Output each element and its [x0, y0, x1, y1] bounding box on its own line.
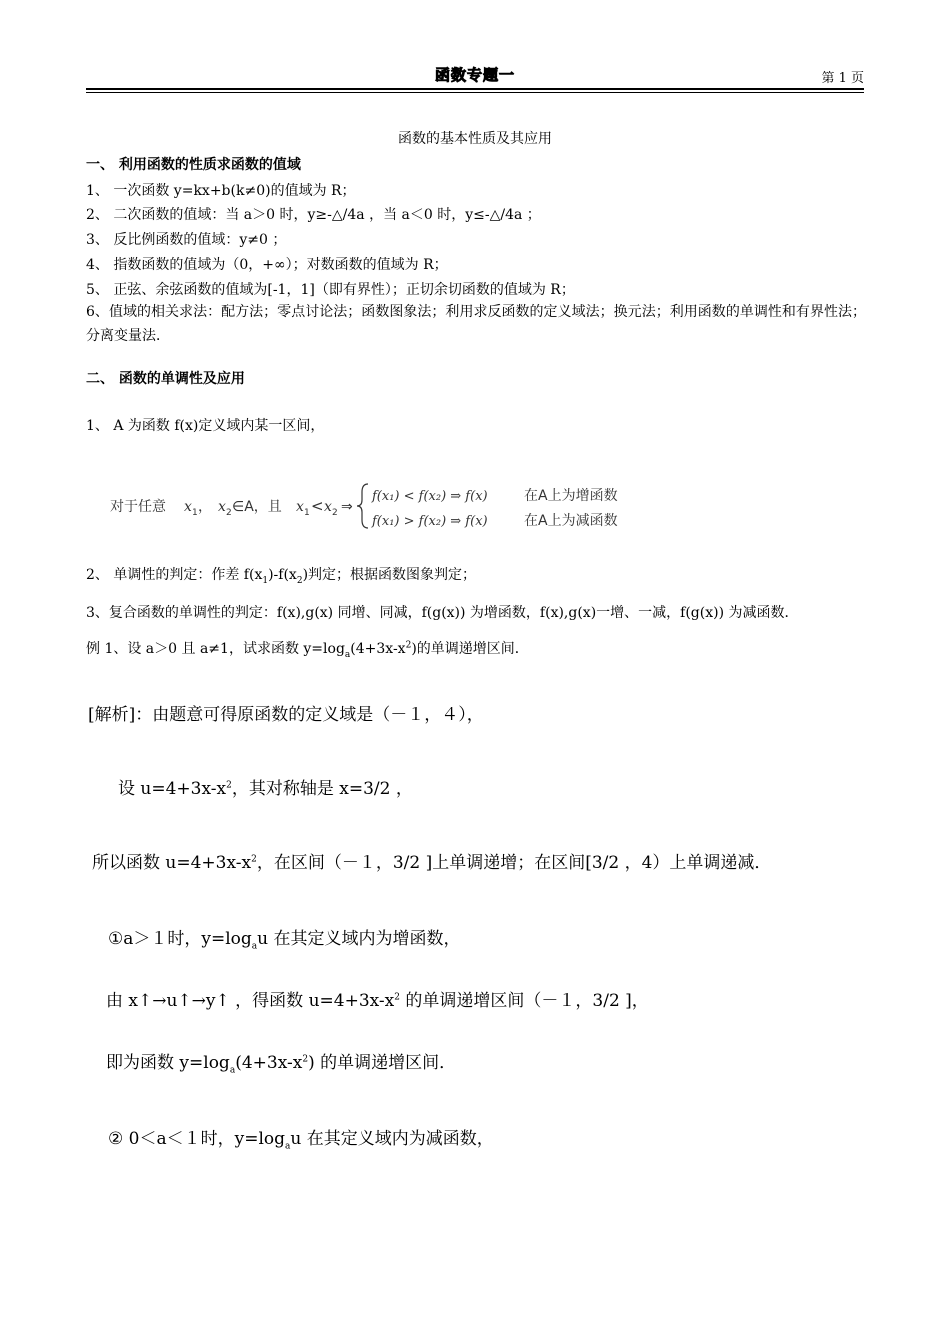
- solution-line-6-sub: a: [229, 1065, 236, 1076]
- solution-line-4-b: u 在其定义域内为增函数，: [257, 929, 461, 949]
- section1-item-3: 3、 反比例函数的值域：y≠0 ；: [86, 232, 287, 248]
- section1-item-1: 1、 一次函数 y=kx+b(k≠0)的值域为 R；: [86, 183, 356, 199]
- solution-line-4-sub: a: [251, 941, 258, 952]
- formula-implies: ⇒: [341, 499, 353, 515]
- solution-line-7-a: ② 0＜a＜１时，y=log: [108, 1129, 285, 1149]
- section1-item-2: 2、 二次函数的值域：当 a＞0 时，y≥-△/4a ，当 a＜0 时，y≤-△/4a ；: [86, 207, 541, 223]
- formula-x2b: x: [324, 499, 332, 515]
- section2-item-1: 1、 A 为函数 f(x)定义域内某一区间，: [86, 418, 325, 434]
- section1-heading: 一、 利用函数的性质求函数的值域: [86, 157, 301, 173]
- formula-less: <: [311, 497, 324, 515]
- section1-item-6: 6、值域的相关求法：配方法；零点讨论法；函数图象法；利用求反函数的定义域法；换元法；利用函数的单调性和有界性法；分离变量法．: [86, 304, 866, 344]
- solution-line-2-b: ，其对称轴是 x=3/2 ，: [231, 779, 413, 799]
- solution-line-7-b: u 在其定义域内为减函数，: [290, 1129, 494, 1149]
- monotonicity-definition-formula: [106, 478, 646, 534]
- solution-line-6-b: (4+3x-x: [235, 1053, 303, 1073]
- example-1: [86, 638, 529, 660]
- solution-line-3-a: 所以函数 u=4+3x-x: [92, 853, 252, 873]
- solution-line-5: [106, 986, 649, 1011]
- formula-line2-result: 在A上为减函数: [524, 513, 618, 529]
- formula-line2-condition: f(x₁) > f(x₂) ⇒ f(x): [372, 514, 488, 529]
- formula-x1b-sub: 1: [304, 508, 310, 518]
- header-rule-thin: [86, 92, 864, 93]
- example-sub-a: a: [344, 649, 351, 660]
- solution-line-3-sup: 2: [251, 854, 257, 865]
- item2-sub-1: 1: [262, 575, 269, 586]
- header-rule-thick: [86, 88, 864, 90]
- formula-comma: ，: [198, 499, 212, 515]
- example-text-c: )的单调递增区间．: [411, 641, 529, 657]
- solution-line-6: [106, 1048, 456, 1075]
- item2-text-c: )判定；根据函数图象判定；: [302, 567, 477, 583]
- solution-line-1: [解析]：由题意可得原函数的定义域是（－１，４），: [88, 705, 484, 725]
- formula-x2b-sub: 2: [332, 508, 338, 518]
- solution-line-6-c: ) 的单调递增区间．: [308, 1053, 457, 1073]
- solution-line-6-sup: 2: [302, 1054, 309, 1065]
- formula-x1-sub: 1: [192, 508, 198, 518]
- solution-line-4-a: ①a＞１时，y=log: [108, 929, 252, 949]
- formula-line1-condition: f(x₁) < f(x₂) ⇒ f(x): [372, 489, 488, 504]
- solution-line-2-a: 设 u=4+3x-x: [118, 779, 227, 799]
- header-title: 函数专题一: [434, 66, 515, 84]
- solution-line-7: [108, 1124, 494, 1151]
- section1-item-4: 4、 指数函数的值域为（0，+∞）；对数函数的值域为 R；: [86, 257, 448, 273]
- section1-item-5: 5、 正弦、余弦函数的值域为[-1，1]（即有界性）；正切余切函数的值域为 R；: [86, 282, 575, 298]
- solution-line-2: [118, 774, 413, 799]
- solution-line-4: [108, 924, 461, 951]
- solution-line-6-a: 即为函数 y=log: [106, 1053, 230, 1073]
- example-text-a: 例 1、设 a＞0 且 a≠1，试求函数 y=log: [86, 641, 345, 657]
- solution-line-7-sub: a: [285, 1141, 291, 1152]
- formula-x2-sub: 2: [226, 508, 232, 518]
- formula-x1b: x: [296, 499, 304, 515]
- section2-heading: 二、 函数的单调性及应用: [86, 371, 245, 387]
- solution-line-5-sup: 2: [394, 992, 400, 1003]
- solution-line-5-b: 的单调递增区间（－１，3/2 ]，: [400, 991, 649, 1011]
- item2-text-a: 2、 单调性的判定：作差 f(x: [86, 567, 263, 583]
- solution-line-2-sup: 2: [226, 780, 232, 791]
- item2-sub-2: 2: [296, 575, 303, 586]
- page-number: 第 1 页: [821, 71, 864, 86]
- formula-prefix: 对于任意: [110, 499, 166, 515]
- example-text-b: (4+3x-x: [350, 641, 406, 657]
- formula-x2: x: [218, 499, 226, 515]
- example-sup-2: 2: [405, 640, 412, 651]
- formula-x1: x: [184, 499, 192, 515]
- document-title: 函数的基本性质及其应用: [398, 131, 552, 147]
- formula-brace: [357, 484, 368, 528]
- formula-line1-result: 在A上为增函数: [524, 488, 618, 504]
- section2-item-3: 3、复合函数的单调性的判定：f(x),g(x) 同增、同减，f(g(x)) 为增函数，f(x),g(x)一增、一减，f(g(x)) 为减函数．: [86, 605, 799, 621]
- solution-line-3-b: ，在区间（－１，3/2 ]上单调递增；在区间[3/2 ，4）上单调递减．: [256, 853, 772, 873]
- item2-text-b: )-f(x: [268, 567, 297, 583]
- solution-line-3: [92, 848, 771, 873]
- section2-item-2: [86, 564, 476, 586]
- solution-line-5-a: 由 x↑→u↑→y↑ ，得函数 u=4+3x-x: [106, 991, 395, 1011]
- formula-in-a: ∈A，且: [232, 499, 282, 515]
